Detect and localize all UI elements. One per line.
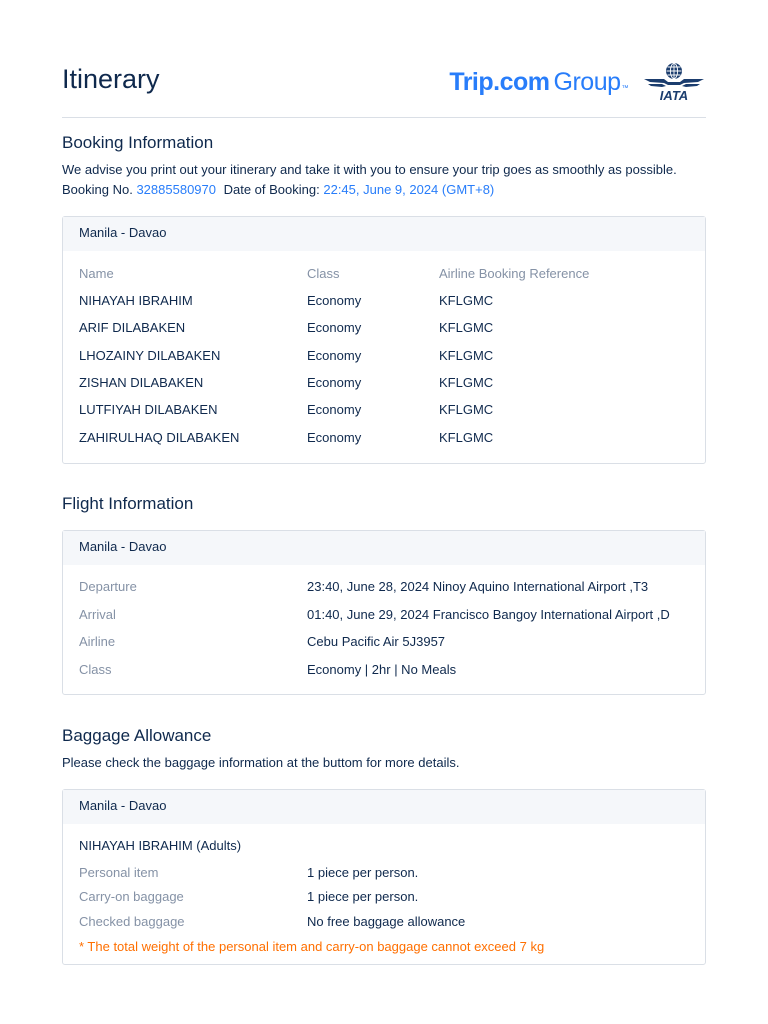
baggage-value: 1 piece per person. bbox=[307, 889, 419, 904]
baggage-row-carry-on bbox=[79, 887, 689, 907]
logos bbox=[449, 60, 706, 104]
logo-com: com bbox=[499, 67, 550, 96]
page-header bbox=[62, 60, 706, 118]
baggage-value: 1 piece per person. bbox=[307, 865, 419, 880]
passenger-class: Economy bbox=[307, 348, 362, 363]
passenger-reference: KFLGMC bbox=[439, 293, 494, 308]
baggage-passenger bbox=[79, 836, 689, 856]
baggage-passenger-name: NIHAYAH IBRAHIM (Adults) bbox=[79, 838, 242, 853]
passenger-reference: KFLGMC bbox=[439, 320, 494, 335]
flight-route: Manila - Davao bbox=[63, 531, 705, 565]
booking-meta bbox=[62, 180, 494, 200]
passenger-class: Economy bbox=[307, 293, 362, 308]
passenger-reference: KFLGMC bbox=[439, 375, 494, 390]
passenger-reference: KFLGMC bbox=[439, 348, 494, 363]
passenger-name: NIHAYAH IBRAHIM bbox=[79, 293, 193, 308]
passenger-reference: KFLGMC bbox=[439, 402, 494, 417]
passenger-name: LHOZAINY DILABAKEN bbox=[79, 348, 221, 363]
flight-row-arrival bbox=[79, 605, 689, 625]
booking-no-value: 32885580970 bbox=[136, 182, 216, 197]
iata-text: IATA bbox=[659, 88, 689, 102]
baggage-label: Personal item bbox=[79, 865, 159, 880]
column-reference: Airline Booking Reference bbox=[439, 266, 590, 281]
baggage-route: Manila - Davao bbox=[63, 790, 705, 824]
baggage-value: No free baggage allowance bbox=[307, 914, 466, 929]
logo-trip: Trip bbox=[449, 67, 494, 96]
baggage-section-title: Baggage Allowance bbox=[62, 726, 212, 745]
baggage-label: Checked baggage bbox=[79, 914, 185, 929]
table-row bbox=[79, 346, 689, 366]
passenger-name: ZAHIRULHAQ DILABAKEN bbox=[79, 430, 240, 445]
table-row bbox=[79, 373, 689, 393]
baggage-warning-text: * The total weight of the personal item and carry-on baggage cannot exceed 7 kg bbox=[79, 939, 545, 954]
table-row bbox=[79, 428, 689, 448]
logo-dot: . bbox=[493, 67, 500, 96]
flight-label: Departure bbox=[79, 579, 137, 594]
booking-route: Manila - Davao bbox=[63, 217, 705, 251]
passenger-class: Economy bbox=[307, 402, 362, 417]
booking-section-title: Booking Information bbox=[62, 133, 214, 152]
baggage-row-personal bbox=[79, 863, 689, 883]
logo-tm: ™ bbox=[621, 84, 628, 92]
page-title: Itinerary bbox=[62, 64, 160, 94]
table-row bbox=[79, 291, 689, 311]
baggage-label: Carry-on baggage bbox=[79, 889, 184, 904]
flight-value: 01:40, June 29, 2024 Francisco Bangoy International Airport ,D bbox=[307, 607, 670, 622]
flight-row-class bbox=[79, 660, 689, 680]
baggage-row-checked bbox=[79, 912, 689, 932]
trip-com-group-logo bbox=[449, 68, 628, 97]
passenger-name: ZISHAN DILABAKEN bbox=[79, 375, 204, 390]
flight-card bbox=[62, 530, 706, 695]
column-name: Name bbox=[79, 266, 114, 281]
flight-row-airline bbox=[79, 632, 689, 652]
passenger-class: Economy bbox=[307, 320, 362, 335]
booking-date-label: Date of Booking: bbox=[223, 182, 320, 197]
logo-group: Group bbox=[553, 67, 621, 96]
booking-card bbox=[62, 216, 706, 464]
flight-row-departure bbox=[79, 577, 689, 597]
baggage-note: Please check the baggage information at the buttom for more details. bbox=[62, 755, 460, 770]
flight-value: Cebu Pacific Air 5J3957 bbox=[307, 634, 446, 649]
passenger-class: Economy bbox=[307, 430, 362, 445]
flight-value: Economy | 2hr | No Meals bbox=[307, 662, 457, 677]
baggage-card bbox=[62, 789, 706, 965]
flight-label: Arrival bbox=[79, 607, 116, 622]
passenger-name: ARIF DILABAKEN bbox=[79, 320, 186, 335]
flight-label: Class bbox=[79, 662, 112, 677]
passenger-name: LUTFIYAH DILABAKEN bbox=[79, 402, 218, 417]
passenger-class: Economy bbox=[307, 375, 362, 390]
baggage-warning bbox=[79, 937, 689, 957]
passenger-reference: KFLGMC bbox=[439, 430, 494, 445]
booking-date-value: 22:45, June 9, 2024 (GMT+8) bbox=[323, 182, 495, 197]
flight-section-title: Flight Information bbox=[62, 494, 194, 513]
iata-logo-icon bbox=[642, 62, 706, 102]
table-row bbox=[79, 400, 689, 420]
passenger-table-header bbox=[79, 264, 689, 284]
flight-label: Airline bbox=[79, 634, 116, 649]
flight-value: 23:40, June 28, 2024 Ninoy Aquino International Airport ,T3 bbox=[307, 579, 649, 594]
booking-no-label: Booking No. bbox=[62, 182, 133, 197]
booking-advice: We advise you print out your itinerary and take it with you to ensure your trip goes as smoothly as possible. bbox=[62, 162, 677, 177]
column-class: Class bbox=[307, 266, 340, 281]
table-row bbox=[79, 318, 689, 338]
